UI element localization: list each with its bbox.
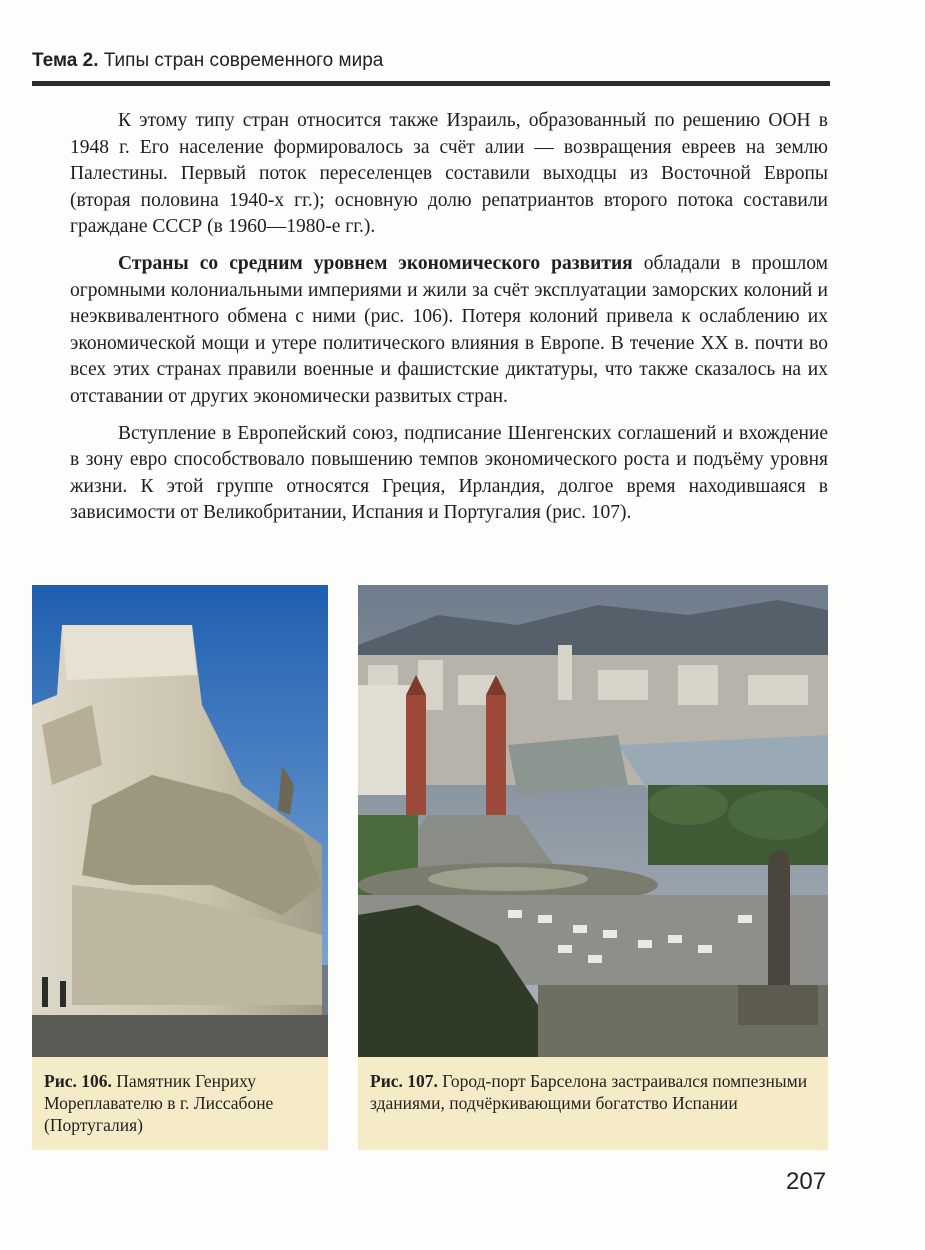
figure-label: Рис. 107. (370, 1071, 438, 1091)
running-header (32, 50, 830, 72)
figure-label: Рис. 106. (44, 1071, 112, 1091)
paragraph-israel: К этому типу стран относится также Израиль, образованный по решению ООН в 1948 г. Его население формировалось за счёт алии — возвращения евреев на землю Палестины. Первый поток переселенцев составили выходцы из Восточной Европы (вторая половина 1940-х гг.); основную долю репатриантов второго потока составили граждане СССР (в 1960—1980-е гг.). (70, 110, 828, 238)
figure-107 (358, 585, 828, 1150)
paragraph-lead-term: Страны со средним уровнем экономического развития (118, 252, 633, 274)
paragraph-eu-accession: Вступление в Европейский союз, подписание Шенгенских соглашений и вхождение в зону евро способствовало повышению темпов экономического роста и подъёму уровня жизни. К этой группе относятся Греция, Ирландия, долгое время находившаяся в зависимости от Великобритании, Испания и Португалия (рис. 107). (70, 422, 828, 524)
paragraph-middle-countries (70, 251, 828, 411)
figure-106 (32, 585, 328, 1150)
paragraph-middle-countries-text: обладали в прошлом огромными колониальными империями и жили за счёт эксплуатации заморских колоний и неэквивалентного обмена с ними (рис. 106). Потеря колоний привела к ослаблению их экономической мощи и утере политического влияния в Европе. В течение XX в. почти во всех этих странах правили военные и фашистские диктатуры, что также сказалось на их отставании от других экономически развитых стран. (70, 252, 829, 407)
caption-text: Город-порт Барселона застраивался помпезными зданиями, подчёркивающими богатство Испании (370, 1071, 808, 1113)
caption-106 (44, 1070, 318, 1136)
photo-monument-henry-navigator (32, 585, 328, 1057)
header-rule (32, 81, 830, 86)
caption-text: Памятник Генриху Мореплавателю в г. Лиссабоне (Португалия) (44, 1071, 274, 1135)
page-number: 207 (786, 1168, 827, 1195)
topic-label: Тема 2. (32, 50, 99, 71)
topic-title: Типы стран современного мира (103, 50, 384, 71)
body-text (70, 108, 828, 537)
photo-barcelona (358, 585, 828, 1057)
caption-107 (370, 1070, 818, 1114)
